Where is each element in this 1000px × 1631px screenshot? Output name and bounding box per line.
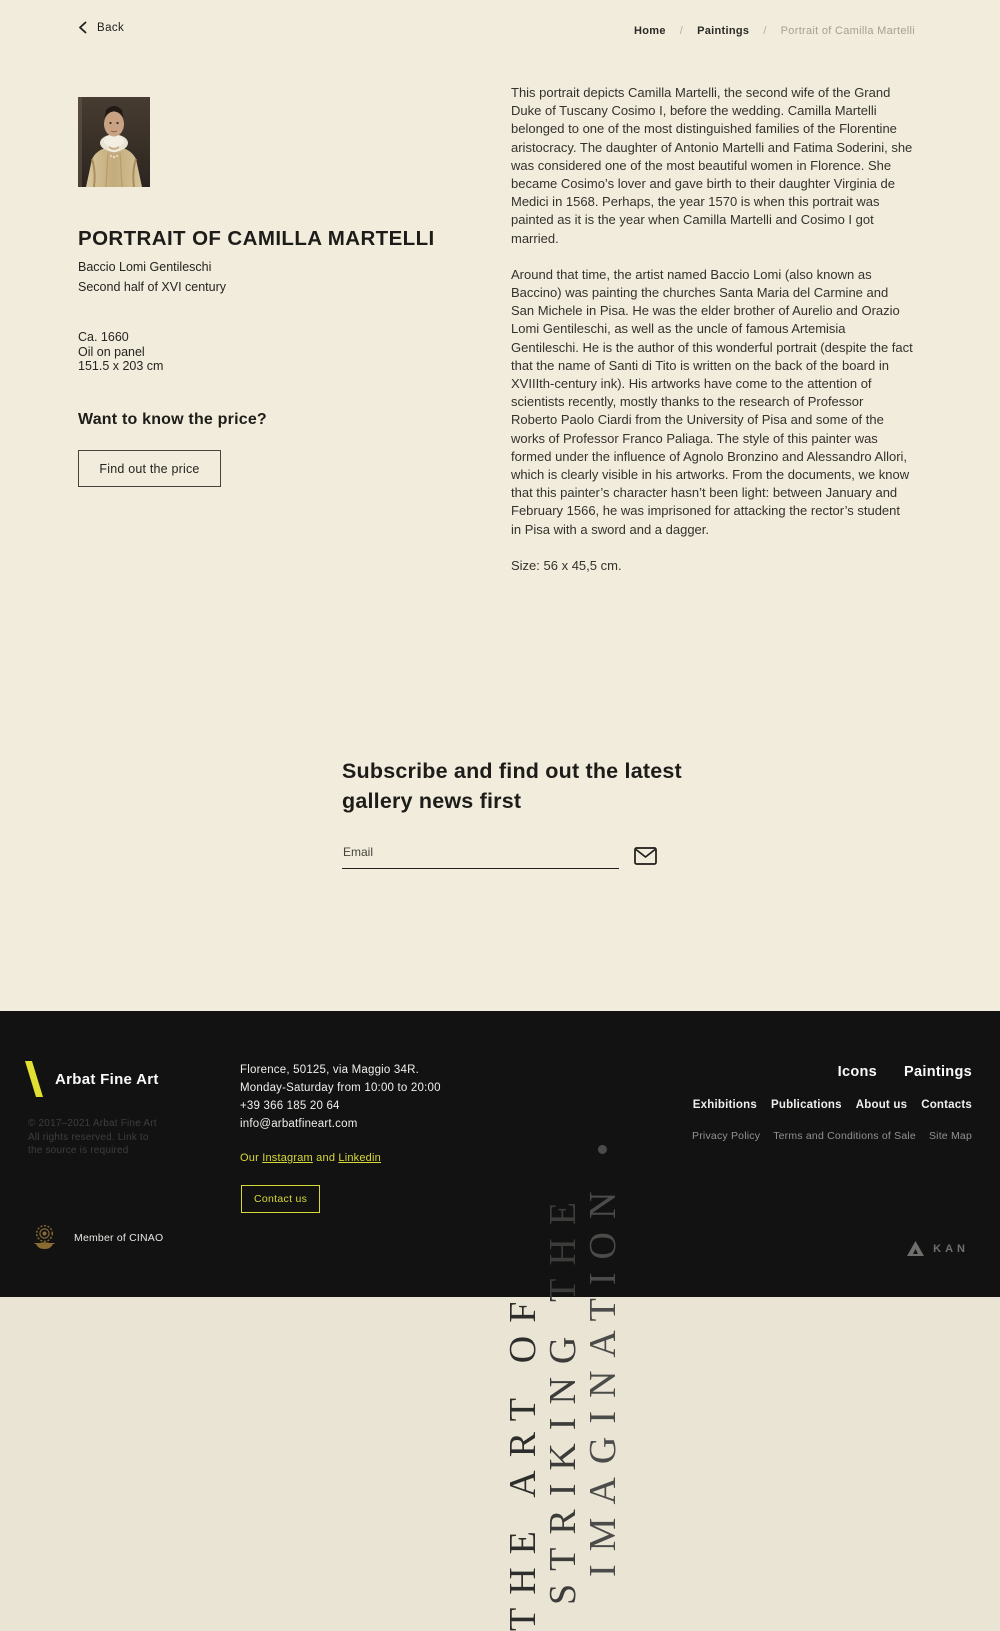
nav-contacts[interactable]: Contacts bbox=[921, 1099, 972, 1111]
breadcrumb-home[interactable]: Home bbox=[633, 25, 666, 37]
membership bbox=[33, 1224, 163, 1251]
social-links bbox=[240, 1152, 381, 1164]
artwork-date: Ca. 1660 bbox=[78, 330, 129, 344]
nav-exhibitions[interactable]: Exhibitions bbox=[692, 1099, 757, 1111]
brand-name: Arbat Fine Art bbox=[55, 1070, 159, 1088]
price-prompt: Want to know the price? bbox=[78, 411, 267, 428]
breadcrumb-current: Portrait of Camilla Martelli bbox=[780, 25, 915, 37]
subscribe-submit-button[interactable] bbox=[634, 847, 657, 869]
footer-nav-tertiary bbox=[692, 1130, 972, 1142]
artwork-artist: Baccio Lomi Gentileschi bbox=[78, 260, 212, 274]
breadcrumb bbox=[634, 25, 915, 37]
phone-number[interactable]: +39 366 185 20 64 bbox=[240, 1100, 340, 1112]
back-chevron-icon bbox=[78, 21, 87, 34]
subscribe-heading-line2: gallery news first bbox=[342, 788, 522, 813]
email-input[interactable] bbox=[342, 845, 619, 869]
tagline-the-art-of: THE ART OF bbox=[502, 1288, 544, 1631]
copyright bbox=[28, 1117, 157, 1158]
breadcrumb-separator: / bbox=[763, 25, 767, 37]
social-and: and bbox=[312, 1152, 339, 1164]
copyright-line: All rights reserved. Link to bbox=[28, 1131, 149, 1143]
subscribe-heading-line1: Subscribe and find out the latest bbox=[342, 759, 682, 783]
member-label: Member of CINAO bbox=[74, 1231, 164, 1244]
tagline-striking-the: STRIKING THE bbox=[542, 1188, 584, 1605]
footer bbox=[0, 1011, 1000, 1631]
linkedin-link[interactable]: Linkedin bbox=[338, 1152, 381, 1164]
tagline-imagination: IMAGINATION • bbox=[582, 1129, 624, 1577]
kan-triangle-icon bbox=[907, 1241, 924, 1256]
artwork-title: PORTRAIT OF CAMILLA MARTELLI bbox=[78, 227, 435, 250]
artwork-description bbox=[511, 84, 913, 575]
instagram-link[interactable]: Instagram bbox=[262, 1152, 313, 1164]
subscribe-form bbox=[342, 845, 657, 869]
nav-about-us[interactable]: About us bbox=[855, 1099, 908, 1111]
social-prefix: Our bbox=[240, 1152, 263, 1164]
footer-nav-primary bbox=[838, 1064, 972, 1080]
breadcrumb-separator: / bbox=[679, 25, 684, 37]
copyright-line: © 2017–2021 Arbat Fine Art bbox=[28, 1118, 157, 1129]
nav-publications[interactable]: Publications bbox=[770, 1099, 842, 1111]
nav-privacy-policy[interactable]: Privacy Policy bbox=[692, 1130, 761, 1142]
nav-site-map[interactable]: Site Map bbox=[928, 1130, 972, 1142]
footer-nav-secondary bbox=[693, 1099, 972, 1111]
size-note: Size: 56 x 45,5 cm. bbox=[511, 557, 622, 573]
envelope-icon bbox=[634, 853, 657, 868]
email-address[interactable]: info@arbatfineart.com bbox=[240, 1118, 358, 1130]
nav-paintings[interactable]: Paintings bbox=[904, 1064, 972, 1080]
back-button[interactable] bbox=[78, 21, 124, 34]
nav-terms[interactable]: Terms and Conditions of Sale bbox=[773, 1130, 916, 1142]
description-paragraph: This portrait depicts Camilla Martelli, the second wife of the Grand Duke of Tuscany Cosimo I, before the wedding. Camilla Martelli belonged to one of the most distinguished families of the Florentine aristocracy. The daughter of Antonio Martelli and Fatima Soderini, she was considered one of the most beautiful women in Florence. She became Cosimo’s lover and gave birth to their daughter Virginia de Medici in 1568. Perhaps, the year 1570 is when this portrait was painted as it is the year when Camilla Martelli and Cosimo I got married. bbox=[511, 85, 913, 246]
description-paragraph: Around that time, the artist named Baccio Lomi (also known as Baccino) was painting the churches Santa Maria del Carmine and San Michele in Pisa. He was the elder brother of Aurelio and Orazio Lomi Gentileschi, as well as the uncle of famous Artemisia Gentileschi. He is the author of this wonderful portrait (despite the fact that the name of Santi di Tito is written on the back of the board in XVIIIth-century ink). His artworks have come to the attention of scientists recently, mostly thanks to the research of Professor Roberto Paolo Ciardi from the University of Pisa and some of the works of Professor Franco Paliaga. The style of this painter was formed under the influence of Agnolo Bronzino and Alessandro Allori, which is clearly visible in his artworks. From the documents, we know that this painter’s character hasn’t been light: between January and February 1566, he was imprisoned for attacking the rector’s student in Pisa with a sword and a dagger. bbox=[511, 266, 913, 537]
copyright-line: the source is required bbox=[28, 1145, 129, 1156]
subscribe-heading bbox=[342, 757, 682, 816]
contact-info bbox=[240, 1061, 441, 1133]
breadcrumb-paintings[interactable]: Paintings bbox=[697, 25, 750, 37]
artwork-thumbnail-image[interactable] bbox=[78, 97, 150, 187]
nav-icons[interactable]: Icons bbox=[837, 1064, 878, 1080]
opening-hours: Monday-Saturday from 10:00 to 20:00 bbox=[240, 1082, 441, 1094]
arbat-logo-icon bbox=[24, 1061, 44, 1097]
artwork-medium: Oil on panel bbox=[78, 344, 145, 359]
footer-nav bbox=[692, 1064, 972, 1142]
find-price-button[interactable]: Find out the price bbox=[78, 450, 221, 487]
artwork-dimensions: 151.5 x 203 cm bbox=[78, 359, 164, 373]
artwork-details bbox=[78, 330, 163, 374]
kan-logo[interactable] bbox=[907, 1241, 969, 1256]
artwork-period: Second half of XVI century bbox=[78, 280, 227, 294]
kan-label: KAN bbox=[933, 1242, 969, 1255]
address: Florence, 50125, via Maggio 34R. bbox=[240, 1064, 420, 1076]
back-label: Back bbox=[97, 21, 125, 34]
cinao-badge-icon bbox=[33, 1224, 56, 1251]
contact-us-button[interactable]: Contact us bbox=[241, 1185, 320, 1213]
footer-brand[interactable] bbox=[24, 1061, 159, 1097]
